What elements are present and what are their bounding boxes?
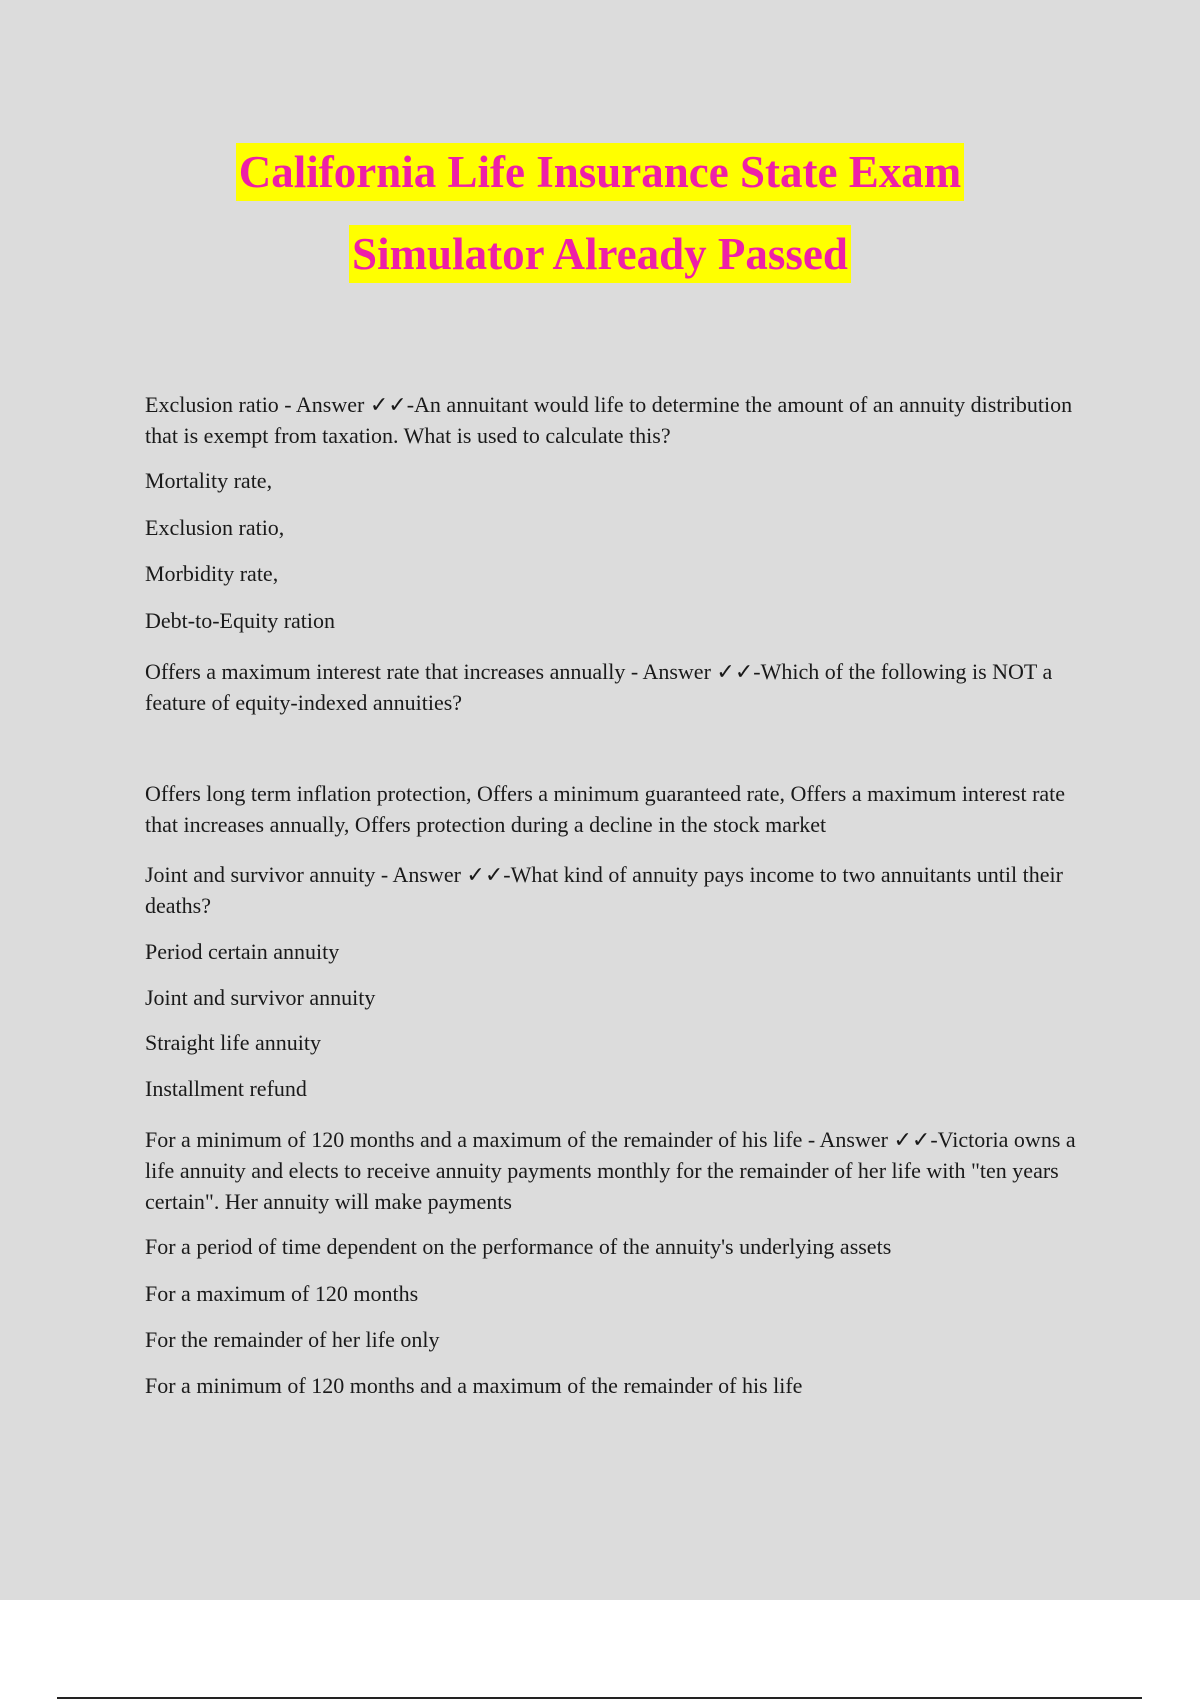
question-4: For a minimum of 120 months and a maximum of the remainder of his life - Answer ✓✓-Victoria owns a life annuity and elects to receive annuity payments monthly for the remainder of her life with "ten years certain". Her annuity will make payments xyxy=(145,1127,1076,1214)
option-1b: Exclusion ratio, xyxy=(145,515,285,540)
title-line-1: California Life Insurance State Exam xyxy=(236,143,964,201)
question-1: Exclusion ratio - Answer ✓✓-An annuitant would life to determine the amount of an annuity distribution that is exempt from taxation. What is used to calculate this? xyxy=(145,392,1073,448)
question-3: Joint and survivor annuity - Answer ✓✓-What kind of annuity pays income to two annuitants until their deaths? xyxy=(145,862,1063,918)
question-2: Offers a maximum interest rate that increases annually - Answer ✓✓-Which of the following is NOT a feature of equity-indexed annuities? xyxy=(145,659,1053,715)
option-1a: Mortality rate, xyxy=(145,468,273,493)
option-4a: For a period of time dependent on the performance of the annuity's underlying assets xyxy=(145,1234,892,1259)
option-1d: Debt-to-Equity ration xyxy=(145,608,336,633)
option-3b: Joint and survivor annuity xyxy=(145,985,376,1010)
option-4c: For the remainder of her life only xyxy=(145,1327,440,1352)
footer-divider xyxy=(57,1697,1142,1699)
option-3c: Straight life annuity xyxy=(145,1030,321,1055)
option-3d: Installment refund xyxy=(145,1076,307,1101)
option-1c: Morbidity rate, xyxy=(145,561,279,586)
option-3a: Period certain annuity xyxy=(145,939,340,964)
options-2: Offers long term inflation protection, Offers a minimum guaranteed rate, Offers a maximum interest rate that increases annually, Offers protection during a decline in the stock market xyxy=(145,781,1066,837)
title-line-2: Simulator Already Passed xyxy=(349,225,851,283)
option-4d: For a minimum of 120 months and a maximum of the remainder of his life xyxy=(145,1373,803,1398)
option-4b: For a maximum of 120 months xyxy=(145,1281,419,1306)
page-title xyxy=(0,143,1200,283)
